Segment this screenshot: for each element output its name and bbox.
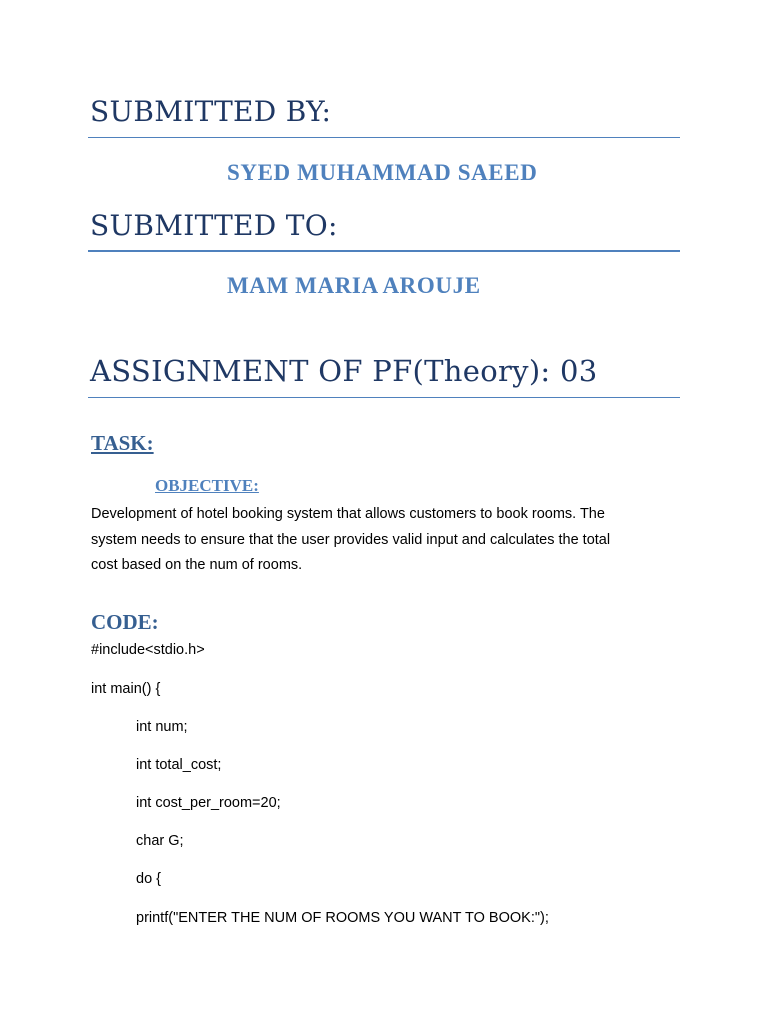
code-line: do { — [136, 871, 161, 887]
objective-paragraph — [91, 502, 691, 579]
submitter-name: SYED MUHAMMAD SAEED — [227, 160, 538, 185]
objective-label — [91, 476, 259, 496]
code-line: int main() { — [91, 681, 161, 697]
objective-label-text: OBJECTIVE: — [155, 476, 259, 495]
code-line: #include<stdio.h> — [91, 642, 205, 658]
code-line: int cost_per_room=20; — [136, 795, 281, 811]
code-line: int total_cost; — [136, 757, 222, 773]
submitted-to-rule — [88, 250, 680, 252]
code-heading: CODE: — [91, 610, 159, 634]
objective-line: Development of hotel booking system that allows customers to book rooms. The — [91, 506, 605, 522]
code-line: printf("ENTER THE NUM OF ROOMS YOU WANT TO BOOK:"); — [136, 910, 549, 926]
recipient-name: MAM MARIA AROUJE — [227, 273, 481, 298]
submitted-by-rule — [88, 137, 680, 138]
objective-line: system needs to ensure that the user provides valid input and calculates the total — [91, 531, 611, 548]
objective-line: cost based on the num of rooms. — [91, 557, 303, 573]
submitted-to-heading: SUBMITTED TO: — [90, 209, 338, 242]
assignment-title: ASSIGNMENT OF PF(Theory): 03 — [90, 354, 598, 388]
assignment-rule — [88, 397, 680, 398]
code-line: int num; — [136, 719, 188, 735]
task-heading: TASK: — [91, 431, 154, 455]
submitted-by-heading: SUBMITTED BY: — [90, 95, 332, 128]
code-line: char G; — [136, 833, 184, 849]
